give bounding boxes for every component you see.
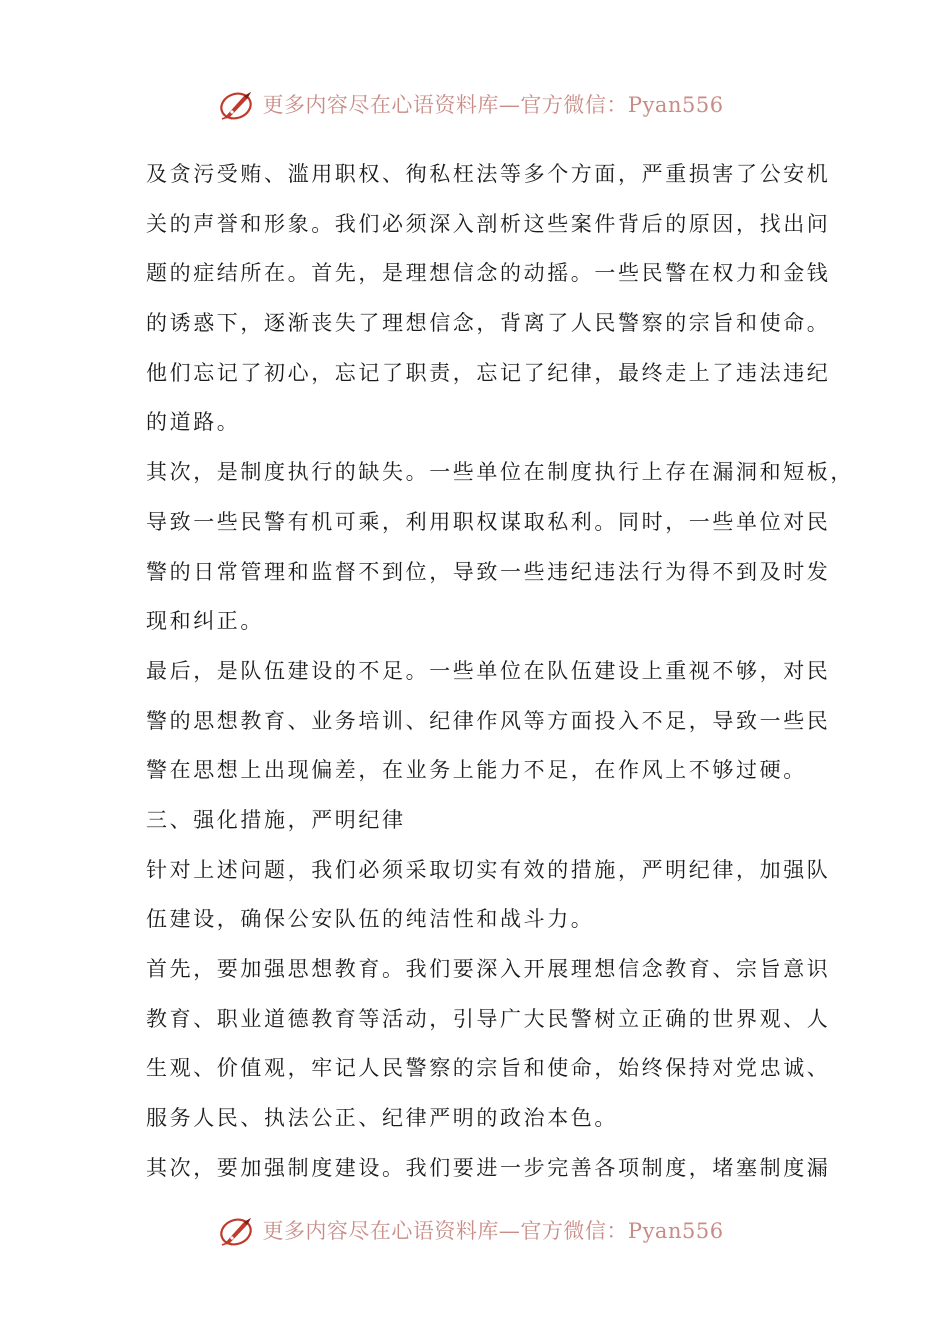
body-text-line: 警在思想上出现偏差，在业务上能力不足，在作风上不够过硬。 bbox=[146, 758, 807, 783]
body-text-line: 首先，要加强思想教育。我们要深入开展理想信念教育、宗旨意识 bbox=[146, 957, 831, 981]
body-text-line: 服务人民、执法公正、纪律严明的政治本色。 bbox=[146, 1106, 618, 1131]
body-text-line: 关的声誉和形象。我们必须深入剖析这些案件背后的原因，找出问 bbox=[146, 211, 831, 236]
header-banner-text: 更多内容尽在心语资料库—官方微信：Pyan556 bbox=[262, 93, 724, 117]
body-text-line: 警的日常管理和监督不到位，导致一些违纪违法行为得不到及时发 bbox=[146, 559, 831, 584]
body-text-line: 其次，要加强制度建设。我们要进一步完善各项制度，堵塞制度漏 bbox=[146, 1155, 831, 1180]
body-text-line: 导致一些民警有机可乘，利用职权谋取私利。同时，一些单位对民 bbox=[146, 509, 831, 534]
body-text-line: 针对上述问题，我们必须采取切实有效的措施，严明纪律，加强队 bbox=[146, 857, 831, 882]
body-text-line: 其次，是制度执行的缺失。一些单位在制度执行上存在漏洞和短板， bbox=[146, 460, 854, 485]
body-text-line: 三、强化措施，严明纪律 bbox=[146, 807, 406, 832]
pen-nib-logo-icon bbox=[218, 86, 258, 122]
body-text-line: 最后，是队伍建设的不足。一些单位在队伍建设上重视不够，对民 bbox=[146, 658, 831, 683]
body-text-line: 伍建设，确保公安队伍的纯洁性和战斗力。 bbox=[146, 907, 595, 932]
body-text-line: 生观、价值观，牢记人民警察的宗旨和使命，始终保持对党忠诚、 bbox=[146, 1056, 831, 1081]
footer-banner-group bbox=[218, 1212, 723, 1248]
body-text-line: 的诱惑下，逐渐丧失了理想信念，背离了人民警察的宗旨和使命。 bbox=[146, 311, 831, 336]
body-text-line: 警的思想教育、业务培训、纪律作风等方面投入不足，导致一些民 bbox=[146, 708, 831, 733]
body-text-line: 他们忘记了初心，忘记了职责，忘记了纪律，最终走上了违法违纪 bbox=[146, 360, 831, 385]
pen-nib-logo-icon bbox=[218, 1212, 258, 1248]
document-body bbox=[146, 150, 854, 1193]
header-banner bbox=[0, 84, 950, 124]
body-text-line: 的道路。 bbox=[146, 410, 241, 435]
body-text-line: 教育、职业道德教育等活动，引导广大民警树立正确的世界观、人 bbox=[146, 1006, 831, 1031]
footer-banner bbox=[0, 1210, 950, 1250]
body-text-line: 题的症结所在。首先，是理想信念的动摇。一些民警在权力和金钱 bbox=[146, 261, 831, 286]
header-banner-group bbox=[218, 86, 723, 122]
body-text-line: 现和纠正。 bbox=[146, 609, 264, 634]
body-text-line: 及贪污受贿、滥用职权、徇私枉法等多个方面，严重损害了公安机 bbox=[146, 162, 831, 186]
footer-banner-text: 更多内容尽在心语资料库—官方微信：Pyan556 bbox=[262, 1219, 724, 1243]
